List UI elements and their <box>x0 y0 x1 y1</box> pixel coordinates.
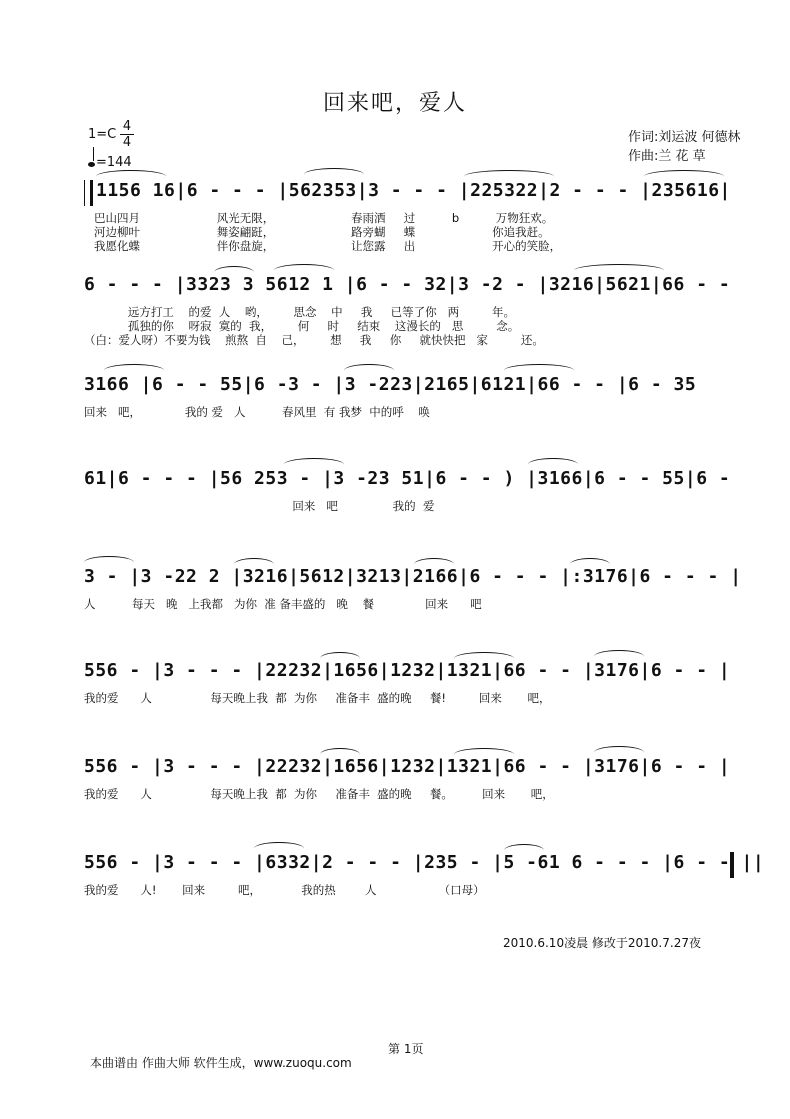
score-line-3 <box>84 374 734 446</box>
revision-date: 2010.6.10凌晨 修改于2010.7.27夜 <box>503 936 701 950</box>
start-barline <box>84 180 93 206</box>
meter-bottom: 4 <box>122 135 132 150</box>
notation-line: 3 - |3 -22 2 |3216|5612|3213|2166|6 - - - |:3176|6 - - - | <box>84 566 742 587</box>
lyric-verse-3: （白：爱人呀）不要为钱 煎熬 自 己， 想 我 你 就快快把 家 还。 <box>84 333 544 347</box>
score-line-4 <box>84 468 734 540</box>
notation-line: 556 - |3 - - - |22232|1656|1232|1321|66 - - |3176|6 - - | <box>84 660 731 681</box>
lyric-verse-1: 远方打工 的爱 人 哟， 思念 中 我 已等了你 两 年。 <box>84 305 516 319</box>
lyric-verse-1: 我的爱 人 每天晚上我 都 为你 准备丰 盛的晚 餐。 回来 吧， <box>84 787 554 801</box>
page-number: 第 1页 <box>388 1042 424 1056</box>
lyric-verse-1: 回来 吧， 我的 爱 人 春风里 有 我梦 中的呼 唤 <box>84 405 430 419</box>
lyric-verse-2: 河边柳叶 舞姿翩跹， 路旁蝴 蝶 你追我赶。 <box>94 225 550 239</box>
final-barline <box>726 852 734 878</box>
time-signature <box>120 120 134 149</box>
lyric-verse-1: 人 每天 晚 上我都 为你 准 备丰盛的 晚 餐 回来 吧 <box>84 597 482 611</box>
notation-line: 1156 16|6 - - - |562353|3 - - - |225322|2 - - - |235616| <box>96 180 731 201</box>
lyric-verse-2: 孤独的你 呀寂 寞的 我， 何 时 结束 这漫长的 思 念。 <box>84 319 520 333</box>
notation-line: 556 - |3 - - - |22232|1656|1232|1321|66 - - |3176|6 - - | <box>84 756 731 777</box>
notation-line: 3166 |6 - - 55|6 -3 - |3 -223|2165|6121|66 - - |6 - 35 <box>84 374 697 395</box>
tempo-marking <box>88 152 132 170</box>
meter-top: 4 <box>122 119 132 134</box>
lyric-verse-1: 回来 吧 我的 爱 <box>84 499 435 513</box>
quarter-note-icon <box>88 162 95 167</box>
tempo-value: =144 <box>96 155 132 170</box>
score-line-1 <box>84 180 734 252</box>
notation-line: 556 - |3 - - - |6332|2 - - - |235 - |5 -61 6 - - - |6 - - || <box>84 852 765 873</box>
lyric-verse-1: 巴山四月 风光无限， 春雨洒 过 b 万物狂欢。 <box>94 211 554 225</box>
key-signature: 1=C <box>88 127 117 142</box>
score-line-6 <box>84 660 734 732</box>
score-line-8 <box>84 852 765 924</box>
page-title: 回来吧，爱人 <box>322 91 467 116</box>
lyricist-credit: 作词:刘运波 何德林 <box>628 130 741 145</box>
score-line-5 <box>84 566 742 638</box>
score-line-7 <box>84 756 734 828</box>
composer-credit: 作曲:兰 花 草 <box>628 149 706 164</box>
lyric-verse-1: 我的爱 人 每天晚上我 都 为你 准备丰 盛的晚 餐! 回来 吧， <box>84 691 551 705</box>
generator-credit: 本曲谱由 作曲大师 软件生成，www.zuoqu.com <box>90 1056 352 1070</box>
lyric-verse-1: 我的爱 人! 回来 吧， 我的热 人 （口母） <box>84 883 485 897</box>
score-line-2 <box>84 274 734 346</box>
notation-line: 61|6 - - - |56 253 - |3 -23 51|6 - - ) |3166|6 - - 55|6 - <box>84 468 731 489</box>
lyric-verse-3: 我愿化蝶 伴你盘旋， 让您露 出 开心的笑脸， <box>94 239 562 253</box>
notation-line: 6 - - - |3323 3 5612 1 |6 - - 32|3 -2 - |3216|5621|66 - - <box>84 274 731 295</box>
